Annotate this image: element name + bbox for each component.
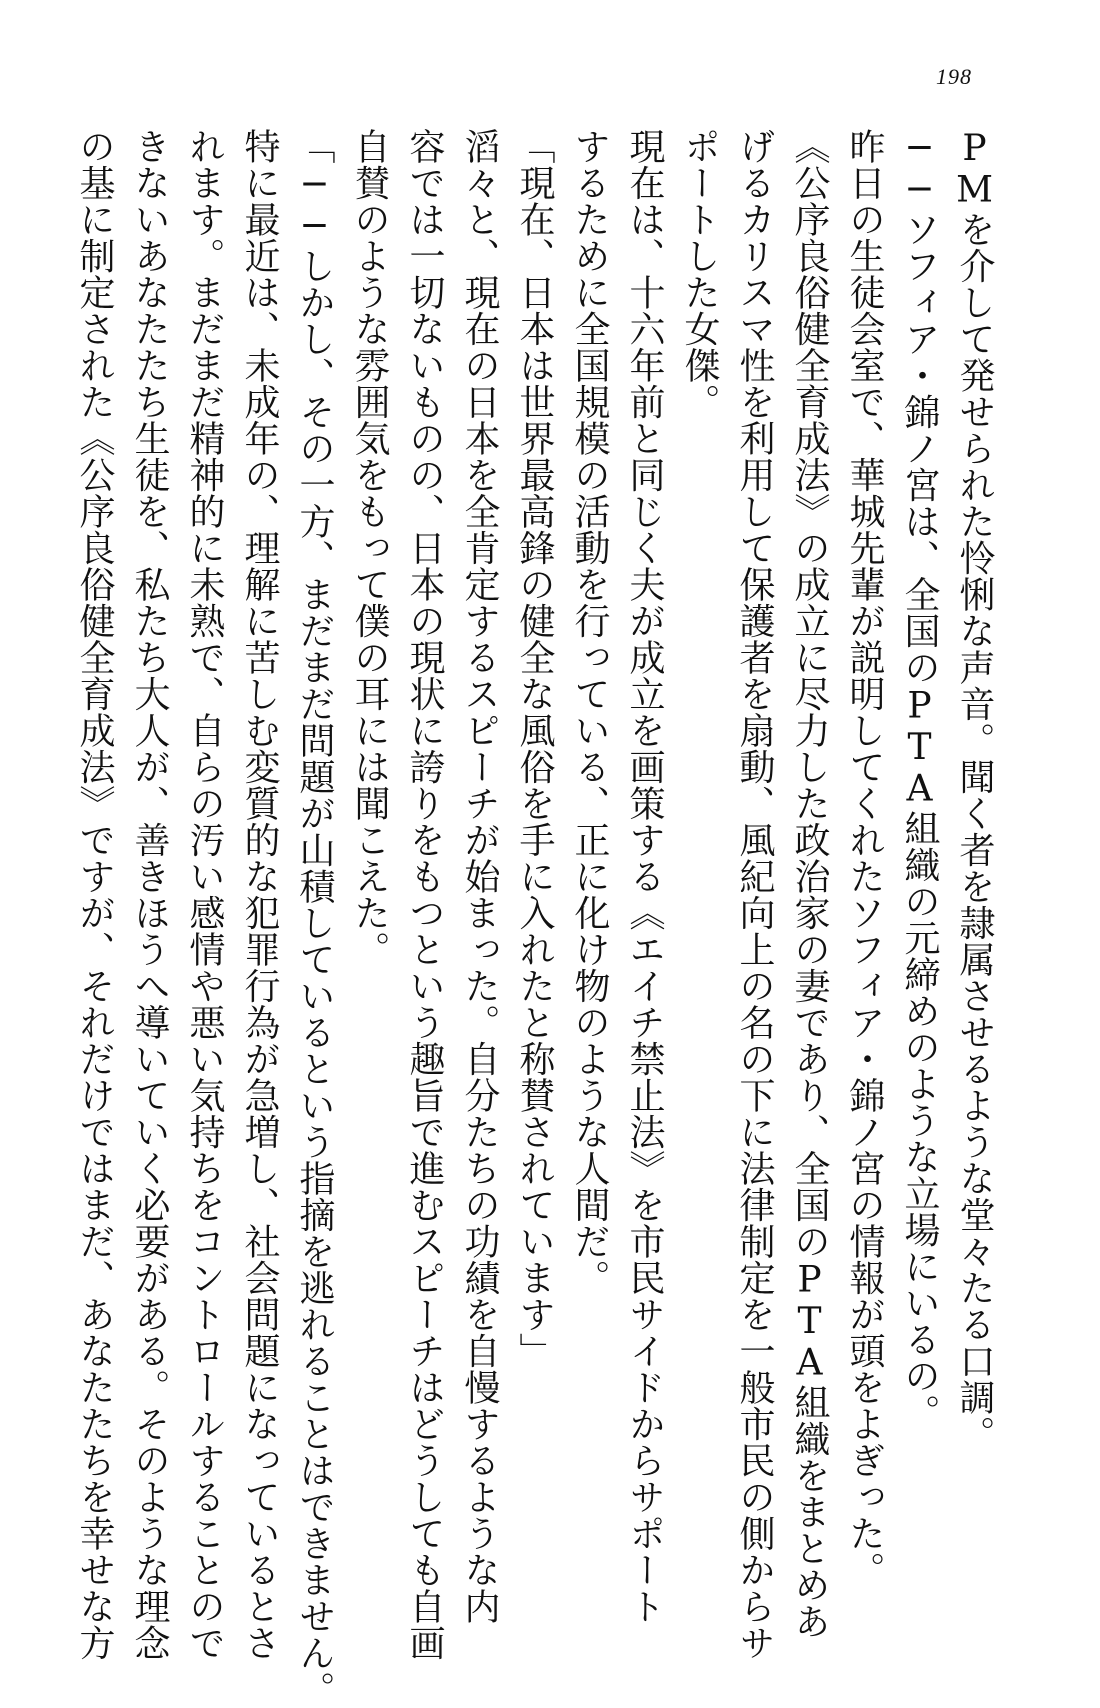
text-line: ──ソフィア・錦ノ宮は、全国のPTA組織の元締めのような立場にいるの。	[899, 128, 940, 1431]
text-line: 「──しかし、その一方、まだまだ問題が山積しているという指摘を逃れることはできません。	[294, 128, 335, 1708]
vertical-text-body	[67, 128, 1002, 1708]
text-line: 容では一切ないものの、日本の現状に誇りをもつという趣旨で進むスピーチはどうしても自画	[404, 128, 445, 1661]
text-line: 滔々と、現在の日本を全肯定するスピーチが始まった。自分たちの功績を自慢するような内	[459, 128, 500, 1625]
text-line: PMを介して発せられた怜悧な声音。聞く者を隷属させるような堂々たる口調。	[954, 128, 995, 1452]
text-line: 自賛のような雰囲気をもって僕の耳には聞こえた。	[349, 128, 390, 968]
text-line: 《公序良俗健全育成法》の成立に尽力した政治家の妻であり、全国のPTA組織をまとめあ	[789, 128, 830, 1640]
text-line: するために全国規模の活動を行っている、正に化け物のような人間だ。	[569, 128, 610, 1296]
text-line: 「現在、日本は世界最高鋒の健全な風俗を手に入れたと称賛されています」	[514, 128, 555, 1369]
text-line: れます。まだまだ精神的に未熟で、自らの汚い感情や悪い気持ちをコントロールすることので	[184, 128, 225, 1661]
page-number: 198	[936, 64, 972, 89]
text-line: 特に最近は、未成年の、理解に苦しむ変質的な犯罪行為が急増し、社会問題になっているとさ	[239, 128, 280, 1661]
text-line: ポートした女傑。	[679, 128, 720, 420]
text-line: きないあなたたち生徒を、私たち大人が、善きほうへ導いていく必要がある。そのような理念	[129, 128, 170, 1661]
text-line: 昨日の生徒会室で、華城先輩が説明してくれたソフィア・錦ノ宮の情報が頭をよぎった。	[844, 128, 885, 1588]
text-line: げるカリスマ性を利用して保護者を扇動、風紀向上の名の下に法律制定を一般市民の側からサ	[734, 128, 775, 1661]
text-line: 現在は、十六年前と同じく夫が成立を画策する《エイチ禁止法》を市民サイドからサポート	[624, 128, 665, 1625]
text-line: の基に制定された《公序良俗健全育成法》ですが、それだけではまだ、あなたたちを幸せな方	[74, 128, 115, 1661]
